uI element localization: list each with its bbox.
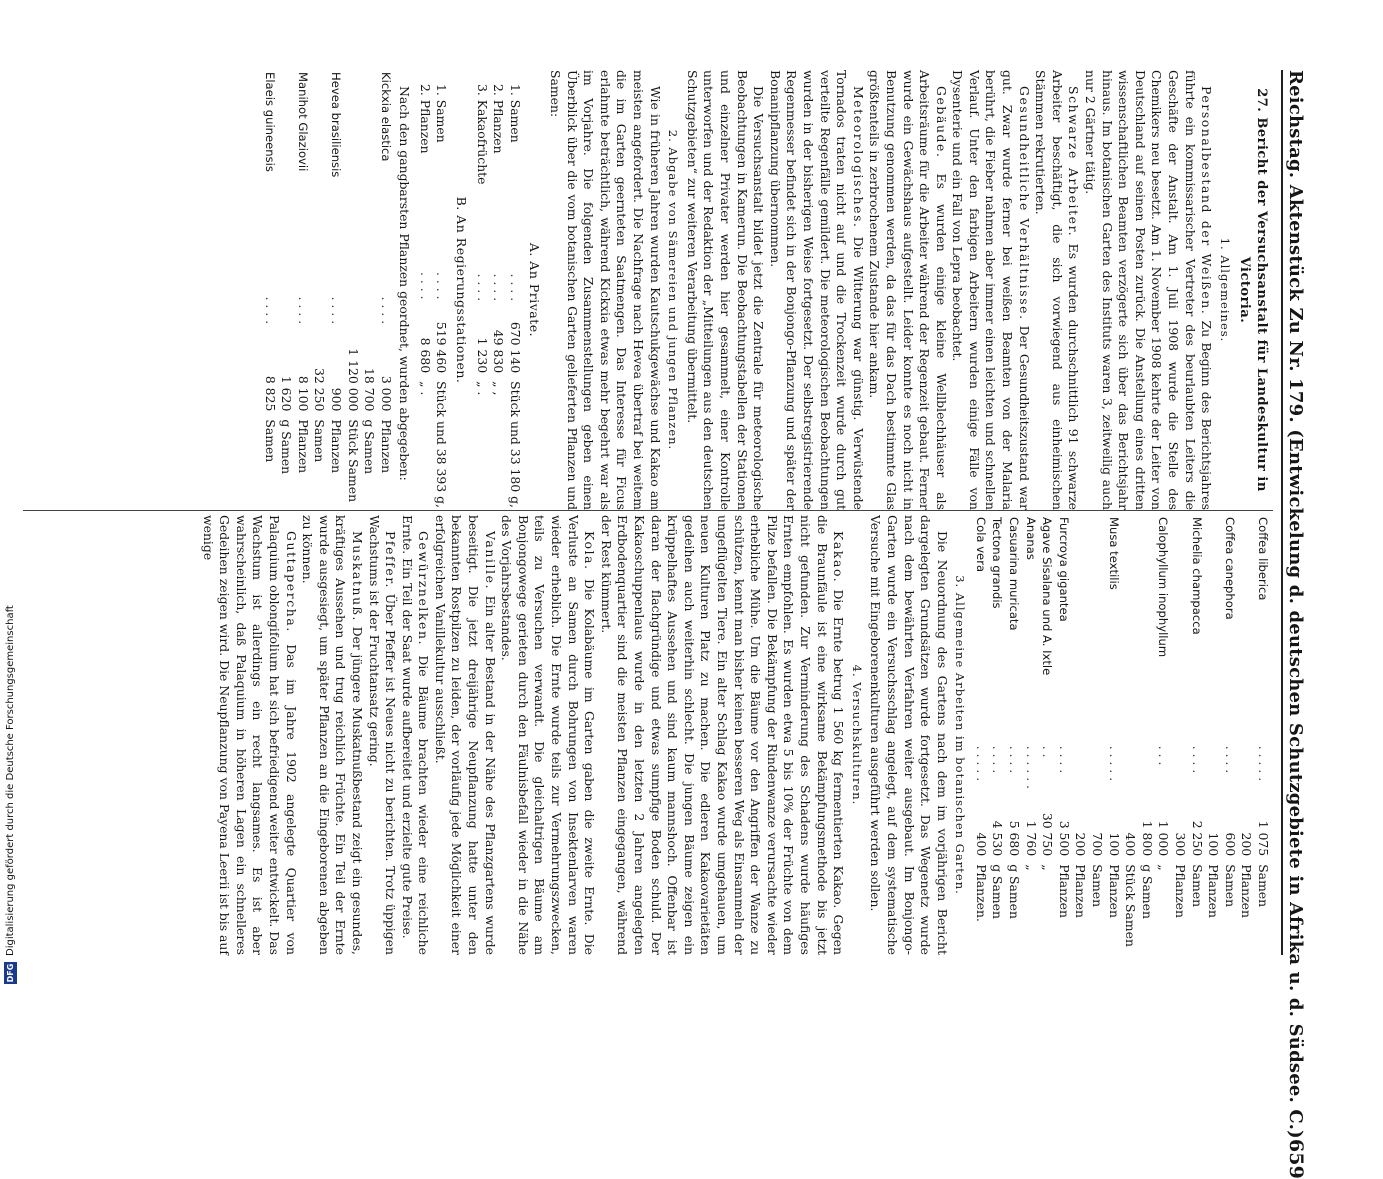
species-row-unit: „ — [1040, 864, 1056, 871]
species-row-name: Furcroya gigantea — [1056, 517, 1071, 622]
species-row-amount: 400 — [1123, 832, 1139, 857]
species-row — [989, 515, 1006, 955]
species-row-name — [1205, 515, 1222, 744]
label-gesundheit: Gesundheitliche Verhältnisse. — [1016, 86, 1032, 321]
species-row-dots — [344, 295, 361, 347]
private-row-amount: 1 230 — [474, 337, 490, 374]
species-row-dots: . . . . — [328, 296, 344, 325]
species-row-amount: 600 — [1222, 832, 1238, 857]
species-row-amount: 100 — [1206, 832, 1222, 857]
species-row-name: Coffea canephora — [1222, 517, 1237, 620]
paragraph-gutta — [199, 515, 299, 955]
species-row-name — [361, 70, 378, 295]
species-row-name: Coffea liberica — [1256, 517, 1270, 601]
label-gewuerz: Gewürznelken. — [416, 531, 432, 647]
species-row-dots — [1205, 744, 1222, 797]
table-species-right — [972, 515, 1271, 955]
species-row-amount: 300 — [1173, 832, 1189, 857]
private-row-name: 1. Samen — [507, 84, 523, 143]
species-row-unit: Stück Samen — [1123, 864, 1139, 947]
private-row-amount: 670 140 — [507, 321, 523, 374]
regierung-row — [433, 70, 450, 510]
species-row-dots: . . . . — [1222, 745, 1238, 774]
species-row-amount: 700 — [1090, 832, 1106, 857]
species-row-unit: Pflanzen — [1106, 864, 1122, 918]
regierung-row-dots: . . . . — [434, 272, 450, 300]
species-row-dots: . . . . — [295, 296, 311, 325]
species-row-amount: 200 — [1239, 832, 1255, 857]
species-row-amount: 32 250 — [312, 367, 328, 412]
species-row-amount: 400 — [973, 832, 989, 857]
paragraph-kakao — [597, 515, 846, 955]
species-row-name — [1122, 515, 1139, 744]
species-row — [1171, 515, 1188, 955]
regierung-row-dots: . . . . — [417, 272, 433, 300]
species-row-unit: Stück Samen — [345, 419, 361, 503]
species-row-amount: 30 750 — [1040, 812, 1056, 857]
text-gesundheit: Der Gesundheitszustand war gut. Zwar wurde ferner bei weißen Beamten von der Malaria berührt, die Fieber nahmen aber immer einen leichten und schnellen Verlauf. Unter den farbigen Arbeitern wurden einige Fälle von Dysenterie und ein Fall von Lepra beobachtet. — [950, 70, 1032, 510]
species-row-dots — [1088, 744, 1105, 797]
private-row — [506, 70, 523, 510]
species-row-amount: 200 — [1073, 832, 1089, 857]
regierung-row — [416, 70, 433, 510]
label-personal: Personalbestand der Weißen. — [1199, 86, 1215, 316]
regierung-row-amount: 8 680 — [417, 337, 433, 374]
species-row-unit: Pflanzen — [1239, 864, 1255, 918]
species-row-name: Musa textilis — [1106, 517, 1121, 590]
species-row-name — [1088, 515, 1105, 744]
report-title: 27. Bericht der Versuchsanstalt für Landeskultur in Victoria. — [1237, 88, 1269, 492]
species-row-amount: 100 — [1106, 832, 1122, 857]
species-row-name — [1072, 515, 1089, 744]
paragraph-gewuerz — [398, 515, 431, 955]
species-row-name: Tectona grandis — [990, 517, 1005, 609]
section-2-heading: 2. Abgabe von Sämereien und jungen Pflanzen. — [666, 129, 681, 451]
section-4-heading: 4. Versuchskulturen. — [849, 664, 864, 806]
text-kakao: Die Ernte betrug 1 560 kg fermentierten Kakao. Gegen die Braunfäule ist eine wirksame Bekämpfungsmethode bis jetzt nicht gefunden. Zur Verminderung des Schadens wurde häufiges Ernten empfohlen. Es wurden etwa 5 bis 10% der Früchte von dem Pilze befallen. Die Bekämpfung der Rindenwanze verursachte wieder erhebliche Mühe. Um die Bäume vor den Angriffen der Wanze zu schützen, kennt man bisher keinen besseren Weg als Einsammeln der ungeflügelten Tiere. Ein alter Schlag Kakao wurde umgehauen, um neuen Kulturen Platz zu machen. Die edleren Kakaovarietäten gedeihen auch weiterhin schlecht. Die jungen Bäume zeigen ein krüppelhaftes Aussehen und sind kaum mannshoch. Offenbar ist daran der flachgründige und etwas sumpfige Boden schuld. Der Kakaoschuppenlaus wurde in den letzten 2 Jahren angelegten Erdbodenquartier sind die meisten Pflanzen eingegangen, während der Rest kümmert. — [598, 515, 847, 955]
credit-text: Digitalisierung gefördert durch die Deutsche Forschungsgemeinschaft — [4, 605, 16, 956]
label-kola: Kola. — [582, 531, 598, 571]
species-row-unit: Pflanzen — [328, 419, 344, 474]
species-row-dots: . . . . . — [1256, 745, 1271, 782]
species-row-name — [311, 70, 328, 295]
regierung-row-amount: 519 460 — [434, 321, 450, 374]
species-row-unit: g Samen — [990, 864, 1006, 919]
species-row-unit: Pflanzen — [295, 419, 311, 474]
regierung-row-unit: „ . — [417, 381, 433, 396]
paragraph-personal — [1081, 70, 1214, 510]
label-muskat: Muskatnuß. — [349, 531, 365, 623]
species-row — [1039, 515, 1056, 955]
species-row-amount: 900 — [328, 387, 344, 412]
private-row-dots: . . . . — [474, 273, 490, 302]
paragraph-pfeffer — [365, 515, 398, 955]
species-row — [972, 515, 989, 955]
text-muskat: Der jüngere Muskatnußbestand zeigt ein gesundes, kräftiges Aussehen und trug reichlich Früchte. Ein Teil der Ernte wurde ausgesiegt, um später Pflanzen an die Eingeborenen abgeben zu können. — [300, 515, 365, 955]
private-row — [473, 70, 490, 510]
regierung-row-name: 1. Samen — [434, 84, 450, 143]
text-schwarze: Es wurden durchschnittlich 91 schwarze Arbeiter beschäftigt, die sich vorwiegend aus einheimischen Stämmen rekrutierten. — [1033, 70, 1082, 510]
paragraph-schwarze — [1032, 70, 1082, 510]
paragraph-meteo — [766, 70, 866, 510]
private-row-dots: . . . . — [507, 273, 523, 302]
private-row-unit: Stück und 33 180 g, — [507, 381, 523, 508]
species-row-name: Manihot Glaziovii — [295, 72, 310, 172]
species-row — [1072, 515, 1089, 955]
species-row-amount: 4 530 — [990, 820, 1006, 857]
text-personal: Zu Beginn des Berichtsjahres führte ein kommissarischer Vertreter des beurlaubten Leiters die Geschäfte der Anstalt. Am 1. Juli 1908 wurde die Stelle des Chemikers neu besetzt. Am 1. November 1908 kehrte der Leiter von Deutschland auf seinen Posten zurück. Die Anstellung eines dritten wissenschaftlichen Beamten verzögerte sich über das Berichtsjahr hinaus. Im botanischen Garten des Instituts waren 3, zeitweilig auch nur 2 Gärtner tätig. — [1083, 70, 1215, 510]
species-row — [1188, 515, 1205, 955]
species-row-amount: 18 700 — [362, 367, 378, 412]
species-row-dots: . . . . . — [1106, 745, 1122, 782]
species-row-name: Kickxia elastica — [378, 72, 393, 162]
text-vanille: Ein alter Bestand in der Nähe des Pflanzgartens wurde beseitigt. Die jetzt dreijährige Neupflanzung hatte unter den bekannten Rostpilzen zu leiden, der vorläufig jede Möglichkeit einer erfolgreichen Vanillekultur ausschließt. — [432, 515, 498, 955]
table-species-left — [261, 70, 394, 510]
dfg-credit — [2, 0, 18, 1000]
paragraph-arbeiten: Die Neuordnung des Gartens nach dem im vorjährigen Bericht dargelegten Grundsätzen wurde fortgesetzt. Das Wegenetz wurde nach dem bewährten Verfahren weiter ausgebaut. Im Bonjongo-Garten wurde ein Versuchsschlag angelegt, auf dem systematische Versuche mit Eingeborenenkulturen ausgeführt werden sollen. — [868, 515, 950, 955]
paragraph-kola — [498, 515, 598, 955]
species-row — [294, 70, 311, 510]
species-row — [1138, 515, 1155, 955]
species-row-dots: . . . . — [1189, 745, 1205, 774]
species-row-amount: 2 250 — [1189, 820, 1205, 857]
species-row-unit: Pflanzen — [1206, 864, 1222, 918]
species-row-amount: 3 000 — [378, 375, 394, 412]
private-row-name: 3. Kakaofrüchte — [474, 84, 490, 185]
species-row — [1006, 515, 1023, 955]
species-row-unit: Pflanzen — [1073, 864, 1089, 918]
regierung-row-name: 2. Pflanzen — [417, 84, 433, 154]
species-row-dots: . . . . — [378, 296, 394, 325]
species-row-dots: . . . — [1156, 745, 1172, 766]
left-column — [23, 70, 1273, 510]
page-number: 659 — [1285, 1138, 1307, 1179]
species-row — [344, 70, 361, 510]
species-row-amount: 1 760 — [1023, 820, 1039, 857]
text-meteo: Die Witterung war günstig. Verwüstende Tornados traten nicht auf und die Trockenzeit wurde durch gut verteilte Regenfälle gemildert. Die meteorologischen Beobachtungen wurden in der bisherigen Weise fortgesetzt. Der selbstregistrierende Regenmesser befindet sich in der Bonjongo-Pflanzung und später der Bonanipflanzung übernommen. — [767, 70, 866, 510]
paragraph-meteo-2: Die Versuchsanstalt bildet jetzt die Zentrale für meteorologische Beobachtungen in Kamerun. Die Beobachtungstabellen der Stationen und einzelner Privater werden hier gesammelt, einer Kontrolle unterworfen und der Redaktion der „Mitteilungen aus den deutschen Schutzgebieten“ zur weiteren Verarbeitung übermittelt. — [684, 70, 767, 510]
species-row — [278, 70, 295, 510]
species-row — [1122, 515, 1139, 955]
dfg-logo-icon: DFG — [5, 963, 15, 983]
species-row — [1022, 515, 1039, 955]
species-row-name: Agave Sisalana und A. Ixtle — [1040, 517, 1055, 676]
species-row-dots — [1171, 744, 1188, 797]
species-row — [1205, 515, 1222, 955]
species-row-name — [1171, 515, 1188, 744]
species-row-unit: g Samen — [1007, 864, 1023, 919]
species-row-name: Hevea brasiliensis — [328, 72, 343, 178]
species-row — [1254, 515, 1271, 955]
species-row-amount: 8 825 — [262, 375, 278, 412]
species-row-dots — [278, 295, 295, 347]
species-row-amount: 3 500 — [1056, 820, 1072, 857]
page-header — [1285, 70, 1315, 1179]
species-row — [1155, 515, 1172, 955]
species-row-amount: 1 620 — [279, 375, 295, 412]
paragraph-abgabe: Wie in früheren Jahren wurden Kautschukgewächse und Kakao am meisten angefordert. Die Nachfrage nach Hevea übertraf bei weitem die im Garten geernteten Saatmengen. Das Interesse für Ficus erlahmte beträchtlich, während Kickxia etwas mehr begehrt war als im Vorjahre. Die folgenden Zusammenstellungen geben einen Überblick über die vom botanischen Garten gelieferten Pflanzen und Samen: — [548, 70, 663, 510]
species-row-dots: . . — [1040, 745, 1056, 758]
species-row-name: Michelia champacca — [1189, 517, 1204, 635]
right-column — [23, 515, 1273, 955]
species-row-dots: . . . . — [990, 745, 1006, 774]
species-row-unit: g Samen — [279, 419, 295, 475]
subsection-b-heading: B. An Regierungsstationen. — [454, 196, 470, 384]
species-row-dots — [361, 295, 378, 347]
species-row-dots: . . . . — [1056, 745, 1072, 774]
paragraph-gebaeude — [866, 70, 949, 510]
species-row — [1238, 515, 1255, 955]
species-row — [311, 70, 328, 510]
header-rule — [1281, 70, 1283, 955]
species-row-dots: . . . . — [262, 296, 278, 325]
text-gebaeude: Es wurden einige kleine Wellblechhäuser als Arbeitsräume für die Arbeiter während der Regenzeit gebaut. Ferner wurde ein Gewächshaus aufgestellt. Leider konnte es noch nicht in Benutzung genommen werden, da das für das Dach bestimmte Glas größtenteils in zerbrochenem Zustande hier ankam. — [867, 70, 949, 510]
label-schwarze: Schwarze Arbeiter. — [1066, 86, 1082, 238]
label-kakao: Kakao. — [831, 531, 847, 584]
regierung-row-unit: Stück und 38 393 g, — [434, 381, 450, 508]
species-row-name — [278, 70, 295, 295]
species-row-unit: g Samen — [1139, 864, 1155, 919]
species-row-name — [1138, 515, 1155, 744]
species-row-dots — [1238, 744, 1255, 797]
species-row-amount: 1 800 — [1139, 820, 1155, 857]
species-row-name — [344, 70, 361, 295]
species-row-unit: Samen — [1222, 864, 1238, 908]
species-row-unit: Pflanzen — [1173, 864, 1189, 918]
private-row-dots: . . . . — [491, 273, 507, 302]
running-title: Reichstag. Aktenstück Zu Nr. 179. (Entwickelung d. deutschen Schutzgebiete in Afrika u. d. Südsee. C.) — [1285, 70, 1306, 1139]
species-row-amount: 1 120 000 — [345, 348, 361, 412]
label-gebaeude: Gebäude. — [933, 86, 949, 159]
species-row-unit: Samen — [1090, 864, 1106, 908]
text-gewuerz: Die Bäume brachten wieder eine reichliche Ernte. Ein Teil der Saat wurde aufbereitet und erzielte gute Preise. — [399, 515, 432, 955]
species-row-unit: Samen — [312, 419, 328, 463]
species-row-unit: Samen — [1256, 864, 1271, 908]
species-row — [1055, 515, 1072, 955]
paragraph-gesundheit — [949, 70, 1032, 510]
species-row-unit: Samen — [1189, 864, 1205, 908]
label-gutta: Guttapercha. — [283, 531, 299, 633]
species-row-amount: 8 100 — [295, 375, 311, 412]
species-row — [1221, 515, 1238, 955]
private-row-unit: „ , — [491, 381, 507, 396]
label-meteo: Meteorologisches. — [850, 86, 866, 229]
text-pfeffer: Über Pfeffer ist Neues nicht zu berichten. Trotz üppigen Wachstums ist der Fruchtansatz gering. — [366, 515, 399, 955]
paragraph-vanille — [431, 515, 497, 955]
species-row-unit: Pflanzen. — [973, 864, 989, 922]
private-row-unit: „ . — [474, 381, 490, 396]
species-row — [361, 70, 378, 510]
species-row-name: Calophyllum inophyllum — [1156, 517, 1171, 658]
species-row — [1105, 515, 1122, 955]
species-row-unit: „ — [1023, 864, 1039, 871]
subsection-a-heading: A. An Private. — [527, 242, 543, 338]
species-row-unit: g Samen — [362, 419, 378, 475]
species-row — [261, 70, 278, 510]
species-row-amount: 5 680 — [1007, 820, 1023, 857]
species-row-unit: Pflanzen — [1056, 864, 1072, 918]
column-divider — [23, 510, 1273, 511]
species-row-dots: . . . . . — [973, 745, 989, 782]
label-vanille: Vanille. — [482, 531, 498, 591]
species-row-name — [1238, 515, 1255, 744]
species-row-dots — [1122, 744, 1139, 797]
species-row-dots — [1138, 744, 1155, 797]
paragraph-nach: Nach den gangbarsten Pflanzen geordnet, wurden abgegeben: — [397, 86, 413, 481]
text-gutta: Das im Jahre 1902 angelegte Quartier von Palaquium oblongifolium hat sich befriedigend weiter entwickelt. Das Wachstum ist allerdings ein recht langsames. Es ist aber wahrscheinlich, daß Palaquium in höheren Lagen ein schnelleres Gedeihen zeigen wird. Die Neupflanzung von Payena Leerii ist bis auf wenige — [200, 515, 299, 955]
section-1-heading: 1. Allgemeines. — [1217, 237, 1232, 343]
species-row-amount: 1 075 — [1256, 820, 1271, 857]
section-3-heading: 3. Allgemeine Arbeiten im botanischen Garten. — [953, 575, 968, 895]
species-row-dots: . . . . . . — [1023, 745, 1039, 790]
species-row — [377, 70, 394, 510]
species-row-name: Elaeis guineensis — [262, 72, 277, 172]
species-row-unit: „ — [1156, 864, 1172, 871]
label-pfeffer: Pfeffer. — [383, 531, 399, 590]
private-row-name: 2. Pflanzen — [491, 84, 507, 154]
species-row-amount: 1 000 — [1156, 820, 1172, 857]
species-row-dots — [311, 295, 328, 347]
species-row-unit: Samen — [262, 419, 278, 463]
text-kola: Die Kolabäume im Garten gaben die zweite Ernte. Die Verluste an Samen durch Bohrungen von Insektenlarven waren wieder erheblich. Die Ernte wurde teils zur Vermehrungszwecken, teils zu Versuchen verwandt. Die gleichaltrigen Bäume am Bonjongowege gerieten durch den Fäulnisbefall wieder in die Nähe des Vorjahrsbestandes. — [499, 515, 598, 955]
species-row-dots — [1072, 744, 1089, 797]
table-private — [473, 70, 523, 510]
private-row — [490, 70, 507, 510]
species-row-name: Ananas — [1023, 517, 1038, 560]
species-row — [327, 70, 344, 510]
species-row-dots: . . . . — [1007, 745, 1023, 774]
species-row-name: Cola vera — [973, 517, 988, 573]
private-row-amount: 49 830 — [491, 329, 507, 374]
paragraph-muskat — [299, 515, 365, 955]
table-regierung — [416, 70, 449, 510]
species-row-unit: Pflanzen — [378, 419, 394, 474]
species-row-name: Casuarina muricata — [1007, 517, 1022, 631]
species-row — [1088, 515, 1105, 955]
